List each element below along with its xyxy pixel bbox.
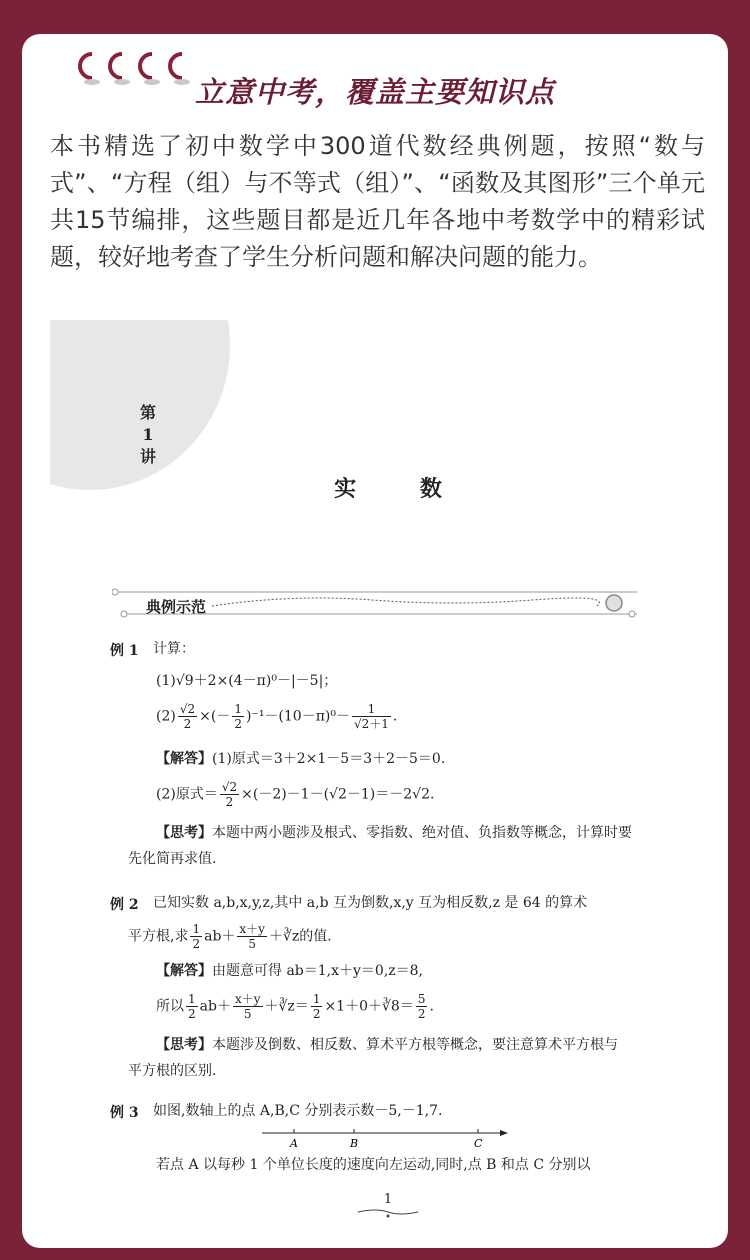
- stem-mid: ab＋: [204, 928, 236, 945]
- numerator: 1: [312, 992, 321, 1006]
- section-label: 典例示范: [146, 598, 207, 616]
- denominator: 2: [312, 1007, 321, 1021]
- lecture-number: [128, 402, 168, 468]
- fraction: [416, 992, 428, 1021]
- headline: 立意中考，覆盖主要知识点: [194, 75, 555, 109]
- example-1-q1: (1)√9＋2×(4－π)⁰－|－5|；: [156, 673, 338, 689]
- numerator: 1: [188, 992, 196, 1006]
- answer-prefix: (2)原式＝: [156, 786, 218, 803]
- numerator: √2: [221, 780, 238, 794]
- fraction: [186, 992, 198, 1021]
- book-page-preview: [50, 320, 726, 1220]
- page-number-ornament-icon: [356, 1206, 420, 1218]
- fraction: [233, 992, 263, 1021]
- fraction: [190, 922, 202, 951]
- example-2-think-1: [156, 1034, 618, 1056]
- example-3-stem-2: 若点 A 以每秒 1 个单位长度的速度向左运动,同时,点 B 和点 C 分别以: [156, 1157, 591, 1173]
- point-c-label: C: [474, 1137, 483, 1150]
- q2-prefix: (2): [156, 708, 176, 725]
- point-b-label: B: [350, 1137, 359, 1150]
- example-3-stem: 如图,数轴上的点 A,B,C 分别表示数－5,－1,7.: [153, 1103, 443, 1119]
- intro-paragraph: 本书精选了初中数学中300道代数经典例题，按照“数与式”、“方程（组）与不等式（组）”、“函数及其图形”三个单元共15节编排，这些题目都是近几年各地中考数学中的精彩试题，较好地考查了学生分析问题和解决问题的能力。: [50, 132, 705, 271]
- example-1-answer-2: [156, 780, 434, 809]
- example-1-stem: 计算：: [153, 641, 195, 657]
- answer-mid3: ×1＋0＋∛8＝: [324, 998, 414, 1015]
- example-1-answer-1: [156, 748, 445, 770]
- numerator: 1: [352, 702, 391, 717]
- denominator: 2: [225, 795, 234, 809]
- q2-end: .: [392, 708, 398, 725]
- lecture-line2: 1: [142, 425, 154, 444]
- numerator: x＋y: [239, 922, 265, 936]
- numerator: x＋y: [234, 992, 261, 1006]
- denominator: 5: [243, 1007, 252, 1021]
- denominator: 2: [234, 717, 242, 731]
- example-1-think-1: [156, 822, 632, 844]
- answer-prefix: 所以: [156, 998, 184, 1015]
- answer-mid2: ＋∛z＝: [264, 998, 309, 1015]
- answer-tag: 【解答】: [156, 963, 212, 979]
- fraction: [237, 922, 267, 951]
- example-1-label: 例 1: [110, 643, 139, 659]
- stem-prefix: 平方根,求: [128, 928, 189, 945]
- think-text: 本题中两小题涉及根式、零指数、绝对值、负指数等概念，计算时要: [212, 825, 632, 841]
- example-2-stem-1: 已知实数 a,b,x,y,z,其中 a,b 互为倒数,x,y 互为相反数,z 是 64 的算术: [153, 895, 588, 911]
- example-2-stem-2: [128, 922, 332, 951]
- think-tag: 【思考】: [156, 1037, 212, 1053]
- denominator: 5: [248, 937, 256, 951]
- numerator: √2: [179, 702, 196, 716]
- answer-post: ×(－2)－1－(√2－1)＝－2√2.: [241, 786, 435, 803]
- example-2-label: 例 2: [110, 897, 139, 913]
- q2-mid2: )⁻¹－(10－π)⁰－: [245, 708, 350, 725]
- answer-tag: 【解答】: [156, 751, 212, 767]
- fraction: [352, 702, 391, 731]
- numerator: 5: [417, 992, 426, 1006]
- think-text: 本题涉及倒数、相反数、算术平方根等概念，要注意算术平方根与: [212, 1037, 618, 1053]
- denominator: 2: [417, 1007, 426, 1021]
- lecture-title: 实 数: [334, 476, 470, 502]
- denominator: 2: [192, 937, 201, 951]
- example-3-label: 例 3: [110, 1105, 139, 1121]
- lecture-line1: 第: [139, 403, 156, 422]
- answer-text: (1)原式＝3＋2×1－5＝3＋2－5＝0.: [212, 751, 446, 767]
- example-2-answer-1: [156, 960, 423, 982]
- example-2-think-2: 平方根的区别.: [128, 1063, 217, 1079]
- example-2-answer-2: [156, 992, 434, 1021]
- fraction: [220, 780, 239, 809]
- numerator: 1: [234, 702, 242, 716]
- denominator: 2: [188, 1007, 196, 1021]
- fraction: [232, 702, 244, 731]
- example-1-q2: [156, 702, 397, 731]
- denominator: √2＋1: [353, 717, 389, 731]
- answer-end: .: [429, 998, 434, 1015]
- stem-post: ＋∛z的值.: [268, 928, 332, 945]
- answer-mid1: ab＋: [199, 998, 231, 1015]
- answer-text: 由题意可得 ab＝1,x＋y＝0,z＝8,: [212, 963, 424, 979]
- fraction: [311, 992, 323, 1021]
- denominator: 2: [183, 717, 192, 731]
- number-line-figure: [260, 1125, 510, 1155]
- think-tag: 【思考】: [156, 825, 212, 841]
- q2-mid1: ×(－: [199, 708, 231, 725]
- example-1-think-2: 先化简再求值.: [128, 851, 217, 867]
- point-a-label: A: [290, 1137, 298, 1150]
- numerator: 1: [192, 922, 201, 936]
- fraction: [178, 702, 197, 731]
- lecture-line3: 讲: [139, 447, 156, 466]
- page-number: 1: [383, 1192, 393, 1207]
